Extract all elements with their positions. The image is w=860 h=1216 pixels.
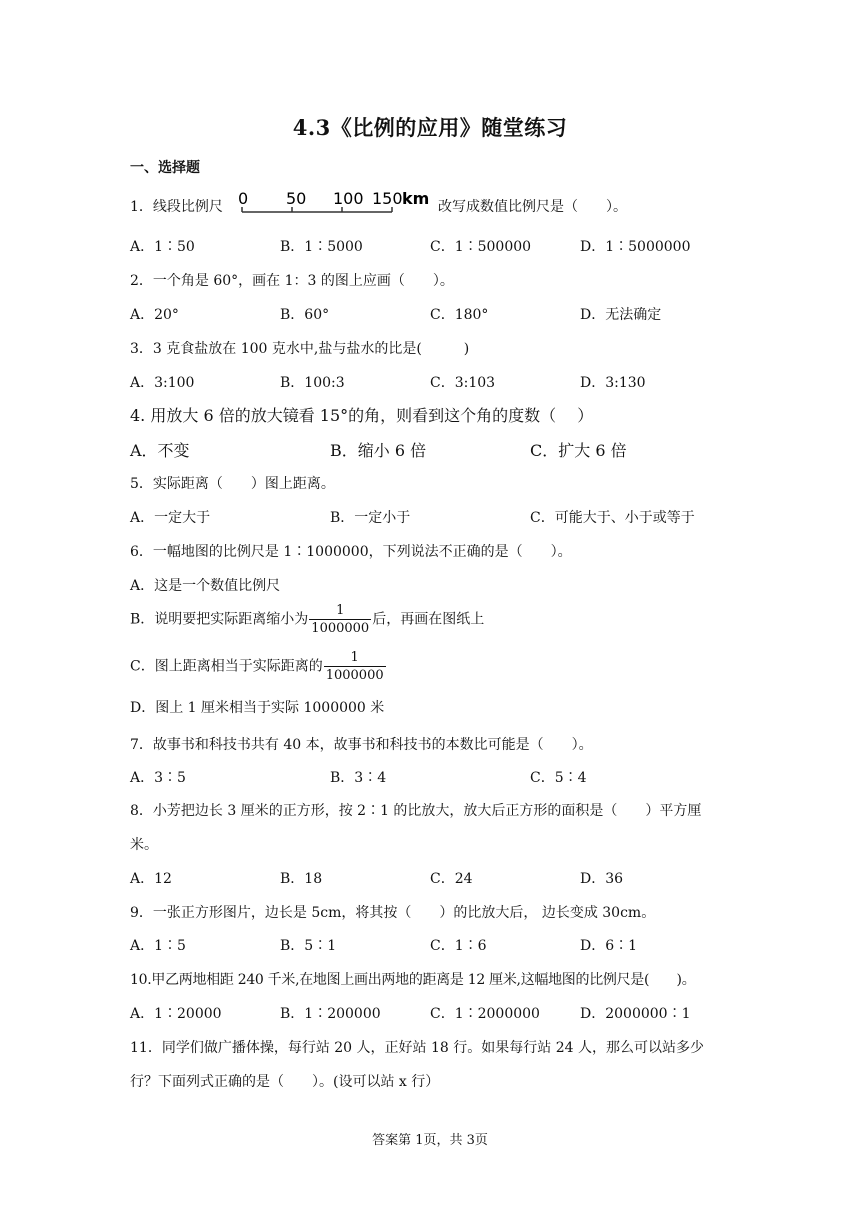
- option-a[interactable]: A．不变: [130, 441, 190, 460]
- option-d[interactable]: D．图上 1 厘米相当于实际 1000000 米: [130, 700, 385, 716]
- question-5: 5．实际距离（ ）图上距离。: [130, 476, 335, 492]
- question-8-line-2: 米。: [130, 837, 158, 853]
- question-7: 7．故事书和科技书共有 40 本，故事书和科技书的本数比可能是（ ）。: [130, 737, 593, 753]
- scale-tick-label: 100: [333, 189, 364, 208]
- question-2: 2．一个角是 60°，画在 1：3 的图上应画（ ）。: [130, 273, 454, 289]
- scale-tick-label: 50: [286, 189, 307, 208]
- page-title: 4.3《比例的应用》随堂练习: [292, 115, 568, 140]
- option-c[interactable]: C．180°: [430, 307, 489, 323]
- scale-bar-figure: [236, 188, 436, 222]
- option-c[interactable]: C．扩大 6 倍: [530, 441, 627, 460]
- option-d[interactable]: D．1∶5000000: [580, 239, 691, 255]
- page-footer: 答案第 1页，共 3页: [372, 1133, 488, 1148]
- scale-tick-label: 150: [372, 189, 403, 208]
- question-6: 6．一幅地图的比例尺是 1∶1000000，下列说法不正确的是（ ）。: [130, 544, 572, 560]
- fraction-denominator: 1000000: [311, 621, 370, 636]
- option-b[interactable]: B．18: [280, 871, 323, 887]
- option-c[interactable]: [130, 649, 387, 684]
- option-c[interactable]: C．1∶6: [430, 938, 487, 954]
- option-b[interactable]: B．缩小 6 倍: [330, 441, 427, 460]
- option-c[interactable]: C．3:103: [430, 375, 496, 391]
- fraction-numerator: 1: [350, 650, 359, 665]
- option-c[interactable]: C．24: [430, 871, 473, 887]
- question-8-line-1: 8．小芳把边长 3 厘米的正方形，按 2∶1 的比放大，放大后正方形的面积是（ ）平方厘: [130, 803, 702, 819]
- option-a[interactable]: A．这是一个数值比例尺: [130, 578, 281, 594]
- question-3: 3．3 克食盐放在 100 克水中,盐与盐水的比是( ): [130, 341, 470, 357]
- option-a[interactable]: A．20°: [130, 307, 179, 323]
- option-a[interactable]: A．3:100: [130, 375, 195, 391]
- section-heading: 一、选择题: [130, 160, 200, 176]
- option-a[interactable]: A．1∶20000: [130, 1006, 222, 1022]
- question-1-prefix: 1．线段比例尺: [130, 199, 223, 215]
- option-b-text-end: 后，再画在图纸上: [372, 611, 485, 628]
- option-d[interactable]: D．6∶1: [580, 938, 638, 954]
- option-c-text: C．图上距离相当于实际距离的: [130, 658, 323, 675]
- option-a[interactable]: A．3∶5: [130, 770, 186, 786]
- question-11-line-1: 11．同学们做广播体操，每行站 20 人，正好站 18 行。如果每行站 24 人，那么可以站多少: [130, 1040, 704, 1056]
- fraction: [309, 602, 371, 637]
- option-b[interactable]: B．5∶1: [280, 938, 337, 954]
- option-c[interactable]: C．1∶500000: [430, 239, 532, 255]
- option-d[interactable]: D．3:130: [580, 375, 646, 391]
- option-b[interactable]: B．60°: [280, 307, 330, 323]
- option-d[interactable]: D．无法确定: [580, 307, 662, 323]
- fraction-numerator: 1: [336, 603, 345, 618]
- question-11-line-2: 行？下面列式正确的是（ ）。(设可以站 x 行）: [130, 1074, 440, 1090]
- option-c[interactable]: C．1∶2000000: [430, 1006, 540, 1022]
- option-a[interactable]: A．12: [130, 871, 172, 887]
- option-b-text: B．说明要把实际距离缩小为: [130, 611, 309, 628]
- option-b[interactable]: [130, 602, 484, 637]
- question-9: 9．一张正方形图片，边长是 5cm，将其按（ ）的比放大后， 边长变成 30cm。: [130, 905, 656, 921]
- option-b[interactable]: B．3∶4: [330, 770, 387, 786]
- option-b[interactable]: B．100:3: [280, 375, 345, 391]
- scale-unit-label: km: [402, 189, 430, 208]
- option-c[interactable]: C．5∶4: [530, 770, 587, 786]
- question-4: 4. 用放大 6 倍的放大镜看 15°的角，则看到这个角的度数（ ）: [130, 406, 594, 425]
- option-d[interactable]: D．2000000∶1: [580, 1006, 691, 1022]
- fraction-denominator: 1000000: [325, 668, 384, 683]
- option-b[interactable]: B．1∶200000: [280, 1006, 381, 1022]
- option-c[interactable]: C．可能大于、小于或等于: [530, 510, 695, 526]
- option-d[interactable]: D．36: [580, 871, 624, 887]
- question-1-suffix: 改写成数值比例尺是（ ）。: [438, 199, 627, 215]
- fraction: [324, 649, 386, 684]
- option-b[interactable]: B．1∶5000: [280, 239, 363, 255]
- scale-tick-label: 0: [238, 189, 249, 208]
- option-a[interactable]: A．一定大于: [130, 510, 211, 526]
- option-b[interactable]: B．一定小于: [330, 510, 411, 526]
- option-a[interactable]: A．1∶50: [130, 239, 195, 255]
- option-a[interactable]: A．1∶5: [130, 938, 186, 954]
- question-10: 10.甲乙两地相距 240 千米,在地图上画出两地的距离是 12 厘米,这幅地图的比例尺是( )。: [130, 972, 696, 988]
